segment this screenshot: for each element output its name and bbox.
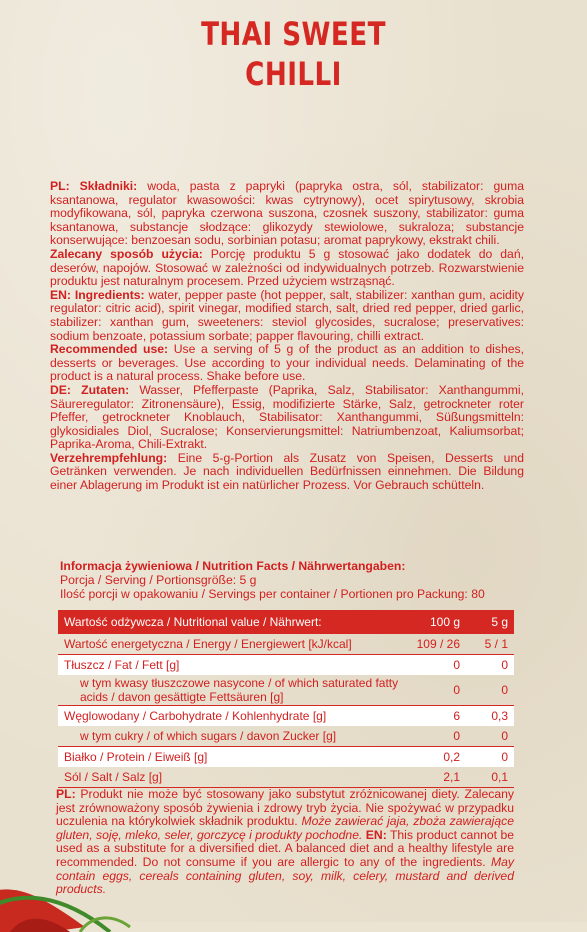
row-label: Węglowodany / Carbohydrate / Kohlenhydrate [g] xyxy=(58,706,406,727)
pl-ingredients-text: woda, pasta z papryki (papryka ostra, sól, stabilizator: guma ksantanowa, regulator kwasowości: kwas cytrynowy), ocet spirytusowy, skrobia modyfikowana, sól, papryka czerwona suszona, czosnek suszony, stabilizator: guma ksantanowa, substancje słodzące: glikozydy stewiolowe, sukraloza; substancje konserwujące: benzoesan sodu, sorbinian potasu; aromat paprykowy, ekstrakt chili. xyxy=(50,179,524,248)
footer-pl-text: Produkt nie może być stosowany jako substytut zróżnicowanej diety. Zalecany jest zrównoważony sposób żywienia i zdrowy tryb życia. Nie spożywać w przypadku uczulenia na którykolwiek składnik produktu. xyxy=(56,787,514,829)
row-value-5g: 0 xyxy=(466,726,514,747)
en-ingredients-label: EN: Ingredients: xyxy=(50,287,145,302)
pl-usage xyxy=(50,248,524,289)
row-value-5g: 0 xyxy=(466,747,514,768)
footer-pl-label: PL: xyxy=(56,787,76,801)
table-row-saturated-fat xyxy=(58,675,514,706)
footer-en-label: EN: xyxy=(362,827,387,842)
row-value-5g: 0,3 xyxy=(466,706,514,727)
footer-pl-allergens: Może zawierać jaja, zboża zawierające gluten, soję, mleko, seler, gorczycę i produkty pochodne. xyxy=(56,814,515,842)
pl-usage-text: Porcję produktu 5 g stosować jako dodatek do dań, deserów, napojów. Stosować w zależności od indywidualnych potrzeb. Rozwarstwienie produktu jest naturalnym procesem. Przed użyciem wstrząsnąć. xyxy=(50,246,524,289)
row-value-100g: 2,1 xyxy=(406,767,466,788)
header-col-5g: 5 g xyxy=(466,610,514,634)
title-line-1: THAI SWEET xyxy=(201,15,386,53)
warnings-block xyxy=(56,788,514,897)
de-ingredients-label: DE: Zutaten: xyxy=(50,382,130,397)
serving-size: Porcja / Serving / Portionsgröße: 5 g xyxy=(60,573,257,587)
row-label: w tym kwasy tłuszczowe nasycone / of which saturated fatty acids / davon gesättigte Fettsäuren [g] xyxy=(58,675,406,706)
row-value-100g: 0 xyxy=(406,675,466,706)
en-ingredients-text: water, pepper paste (hot pepper, salt, stabilizer: xanthan gum, acidity regulator: citric acid), spirit vinegar, modified starch, salt, dried red pepper, dried garlic, stabilizer: xanthan gum, sweeteners: steviol glycosides, sucralose; preservatives: sodium benzoate, potassium sorbate; papper flavouring, chilli extract. xyxy=(50,287,525,343)
header-col-100g: 100 g xyxy=(406,610,466,634)
table-row-fat xyxy=(58,655,514,676)
servings-per-container: Ilość porcji w opakowaniu / Servings per container / Portionen pro Packung: 80 xyxy=(60,587,485,601)
product-title xyxy=(53,14,534,94)
table-row-sugars xyxy=(58,726,514,747)
row-label: w tym cukry / of which sugars / davon Zucker [g] xyxy=(58,726,406,747)
en-usage xyxy=(50,343,524,384)
en-usage-text: Use a serving of 5 g of the product as an addition to dishes, desserts or beverages. Use according to your individual needs. Delaminating of the product is a natural process. Shake before use. xyxy=(50,342,524,384)
de-ingredients xyxy=(50,384,524,452)
row-label: Białko / Protein / Eiweiß [g] xyxy=(58,747,406,768)
de-ingredients-text: Wasser, Pfefferpaste (Paprika, Salz, Stabilisator: Xanthangummi, Säureregulator: Zitronensäure), Essig, modifizierte Stärke, Salz, getrockneter roter Pfeffer, getrockneter Knoblauch, Stabilisator: Xanthangummi, Süßungsmitteln: glykosidiales Diol, Sucralose; Konservierungsmittel: Natriumbenzoat, Kaliumsorbat; Paprika-Aroma, Chili-Extrakt. xyxy=(50,382,524,452)
row-label: Wartość energetyczna / Energy / Energiewert [kJ/kcal] xyxy=(58,634,406,655)
pl-usage-label: Zalecany sposób użycia: xyxy=(50,246,203,261)
en-ingredients xyxy=(50,289,524,343)
row-value-100g: 0 xyxy=(406,655,466,676)
de-usage xyxy=(50,452,524,493)
row-label: Tłuszcz / Fat / Fett [g] xyxy=(58,655,406,676)
footer-en-text: This product cannot be used as a substitute for a diversified diet. A balanced diet and a healthy lifestyle are recommended. Do not consume if you are allergic to any of the ingredients. xyxy=(56,827,514,869)
row-value-5g: 0 xyxy=(466,675,514,706)
de-usage-text: Eine 5-g-Portion als Zusatz von Speisen, Desserts und Getränken verwenden. Je nach individuellen Bedürfnissen einnehmen. Die Bildung einer Ablagerung im Produkt ist ein natürlicher Prozess. Vor Gebrauch schütteln. xyxy=(50,450,524,493)
row-value-100g: 0 xyxy=(406,726,466,747)
nutrition-table-header xyxy=(58,610,514,634)
nutrition-heading-block xyxy=(60,559,530,601)
pl-ingredients-label: PL: Składniki: xyxy=(50,179,138,193)
row-value-5g: 0,1 xyxy=(466,767,514,788)
table-row-protein xyxy=(58,747,514,768)
row-label: Sól / Salt / Salz [g] xyxy=(58,767,406,788)
row-value-100g: 6 xyxy=(406,706,466,727)
row-value-5g: 0 xyxy=(466,655,514,676)
nutrition-heading: Informacja żywieniowa / Nutrition Facts / Nährwertangaben: xyxy=(60,559,406,573)
table-row-salt xyxy=(58,767,514,788)
footer-en-allergens: May contain eggs, cereals containing gluten, soy, milk, celery, mustard and derived products. xyxy=(56,854,514,897)
nutrition-table xyxy=(58,610,514,788)
en-usage-label: Recommended use: xyxy=(50,342,169,357)
de-usage-label: Verzehrempfehlung: xyxy=(50,450,168,465)
row-value-100g: 109 / 26 xyxy=(406,634,466,655)
ingredients-block xyxy=(50,180,524,493)
title-line-2: CHILLI xyxy=(245,55,342,93)
pl-ingredients xyxy=(50,180,524,248)
table-row-energy xyxy=(58,634,514,655)
row-value-100g: 0,2 xyxy=(406,747,466,768)
row-value-5g: 5 / 1 xyxy=(466,634,514,655)
warnings-paragraph xyxy=(56,788,514,897)
table-row-carbohydrate xyxy=(58,706,514,727)
header-label: Wartość odżywcza / Nutritional value / Nährwert: xyxy=(58,610,406,634)
